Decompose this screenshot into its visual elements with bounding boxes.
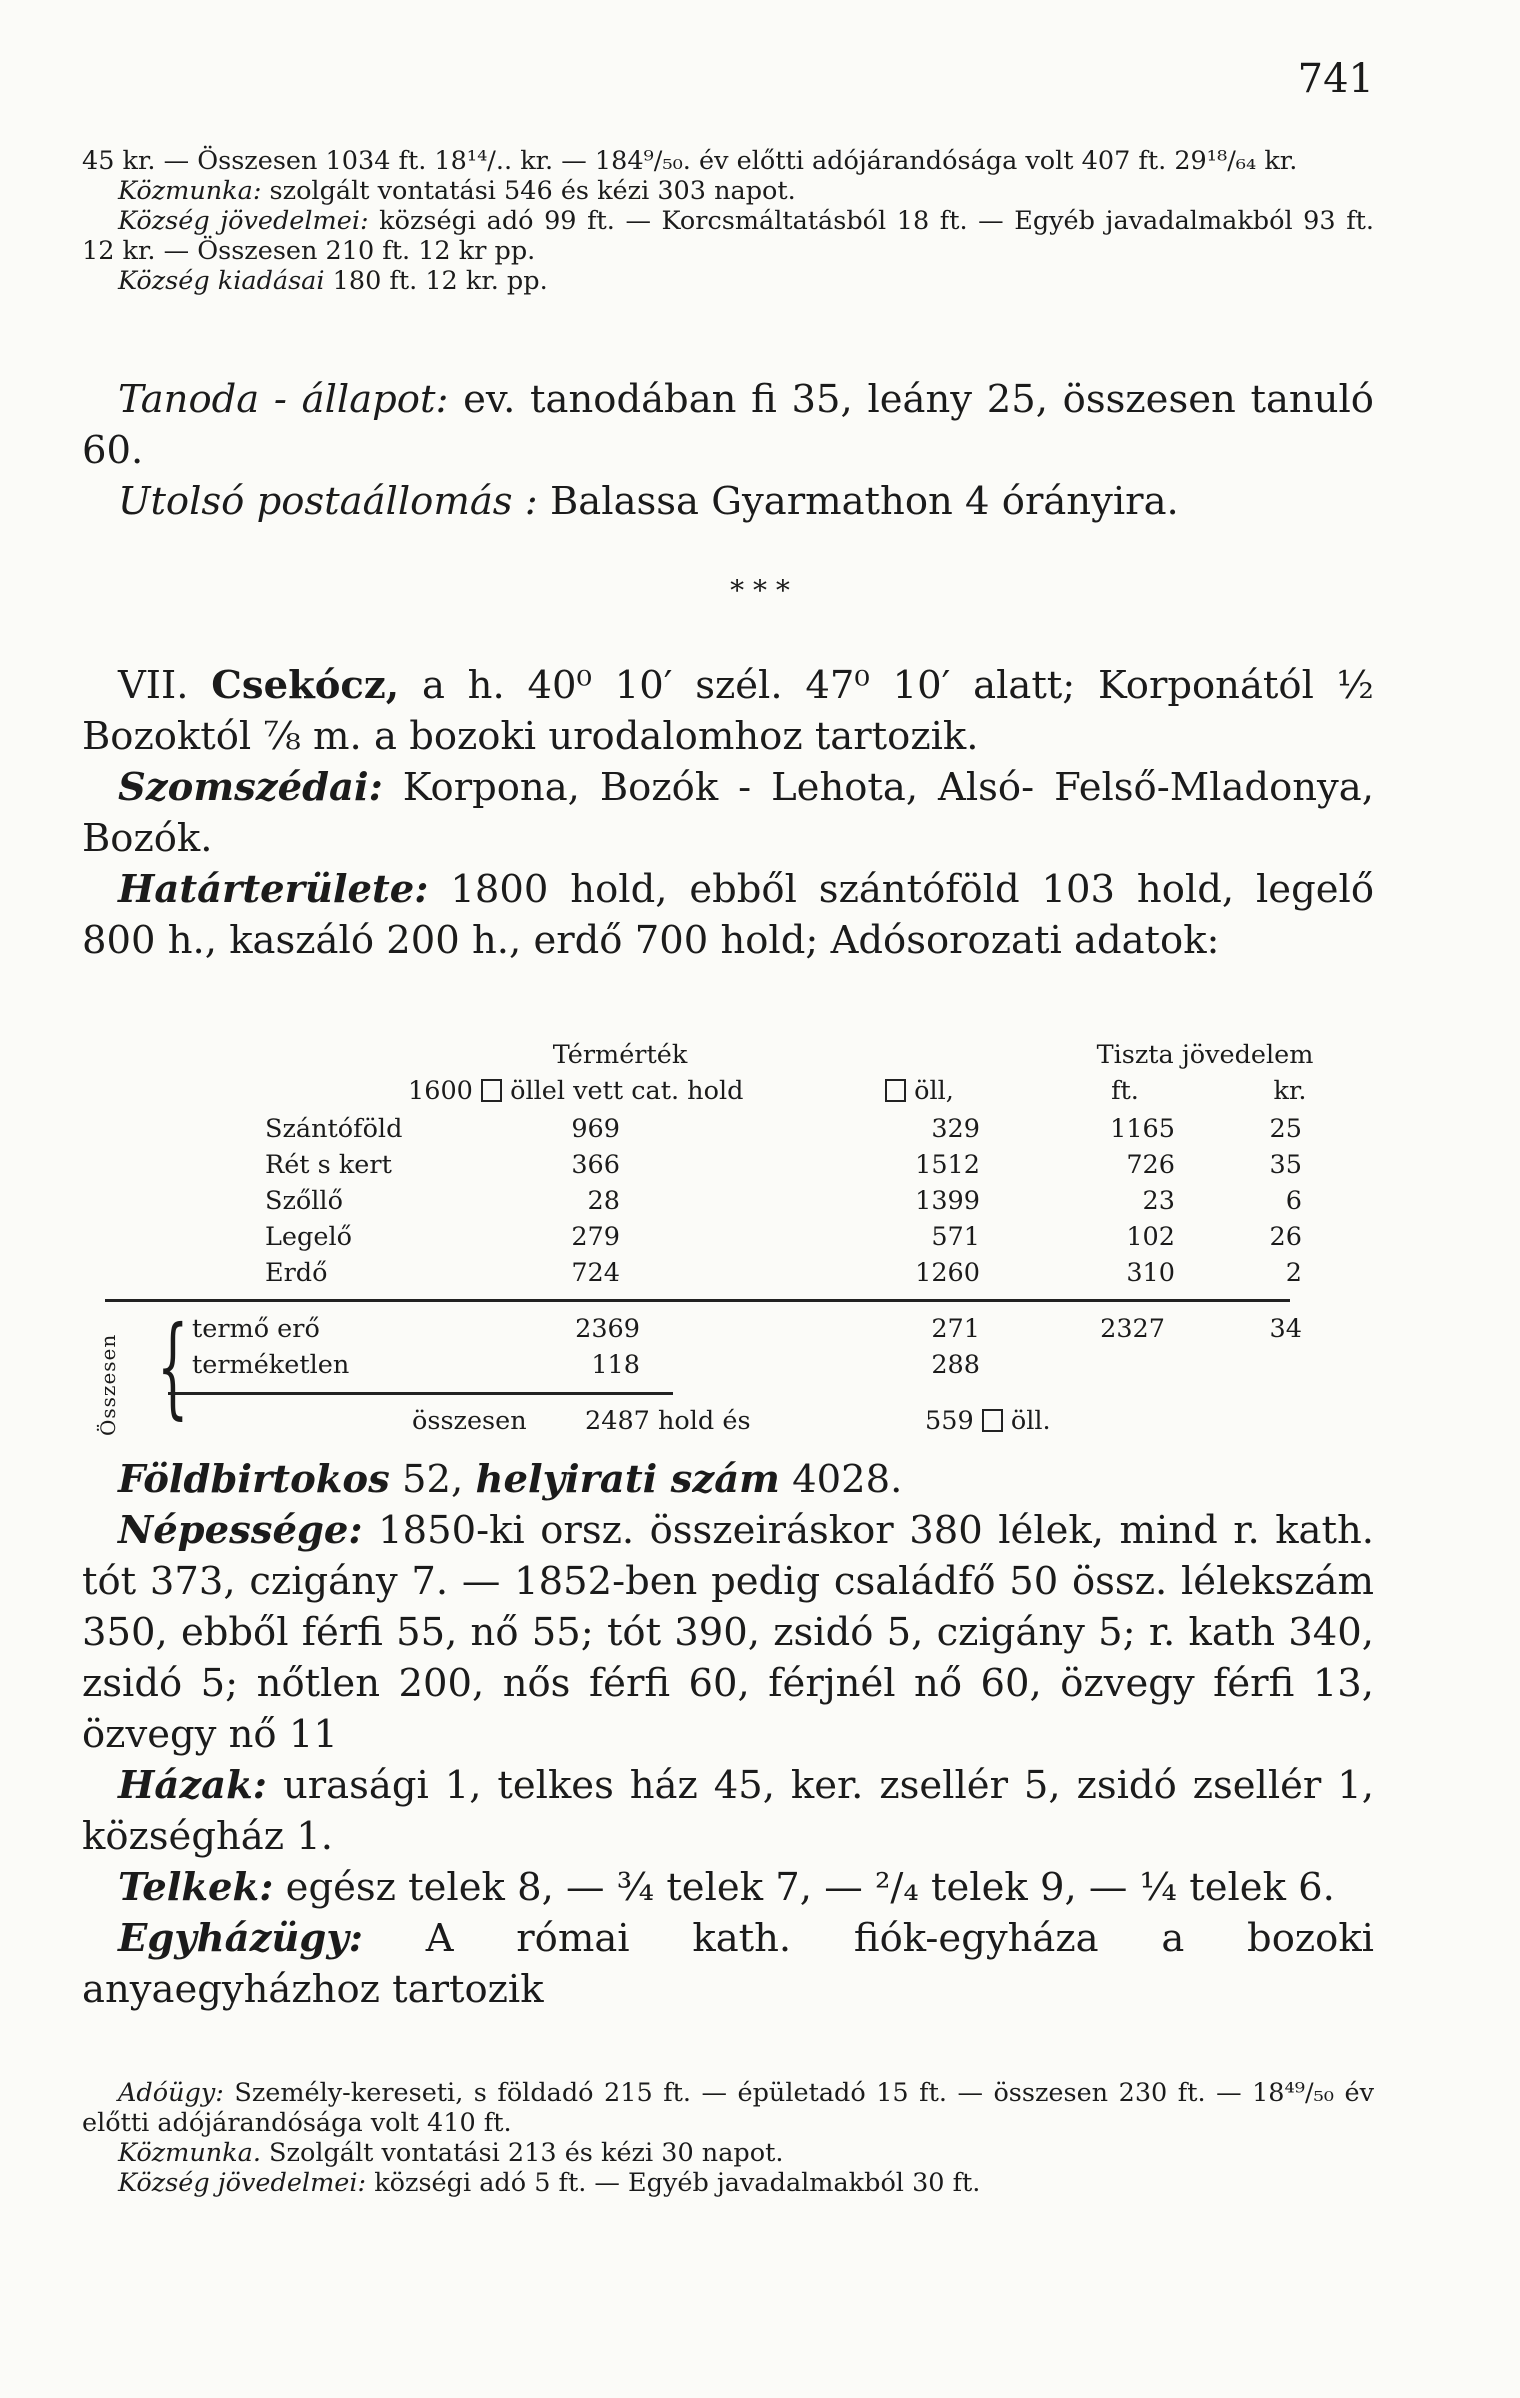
osszesen-label: összesen: [412, 1406, 527, 1436]
page-number: 741: [1297, 56, 1374, 102]
row-name: Szántóföld: [265, 1114, 403, 1144]
jovedelmei-label: Község jövedelmei:: [118, 206, 369, 236]
top-notes: [82, 146, 1374, 296]
osszesen-hold: 2487 hold és: [585, 1406, 751, 1436]
row-kr: 6: [1285, 1186, 1302, 1216]
helyirati-value: 4028.: [779, 1457, 903, 1502]
egyhaz-paragraph: [82, 1913, 1374, 2015]
termeketlen-label: terméketlen: [192, 1350, 350, 1380]
jovedelmei-line: [82, 206, 1374, 266]
termo-hold: 2369: [575, 1314, 640, 1344]
header-tiszta: Tiszta jövedelem: [1096, 1040, 1314, 1070]
row-oll: 329: [931, 1114, 980, 1144]
kozmunka-line: [82, 176, 1374, 206]
termo-ft: 2327: [1100, 1314, 1165, 1344]
table-rule-short: [168, 1392, 673, 1395]
szomszedai-label: Szomszédai:: [118, 765, 383, 810]
nepesseg-paragraph: [82, 1505, 1374, 1760]
row-name: Szőllő: [265, 1186, 343, 1216]
row-ft: 23: [1142, 1186, 1175, 1216]
row-hold: 366: [571, 1150, 620, 1180]
jovedelmei2-label: Község jövedelmei:: [118, 2168, 367, 2198]
bottom-notes: [82, 2078, 1374, 2198]
nepesseg-text: 1850-ki orsz. összeiráskor 380 lélek, mind r. kath. tót 373, czigány 7. — 1852-ben pedig családfő 50 össz. lélekszám 350, ebből férfi 55, nő 55; tót 390, zsidó 5, czigány 5; r. kath 340, zsidó 5; nőtlen 200, nős férfi 60, férjnél nő 60, özvegy férfi 13, özvegy nő 11: [82, 1508, 1374, 1757]
tanoda-paragraph: [82, 374, 1374, 527]
osszesen-unit: öll.: [1010, 1406, 1051, 1436]
osszesen-oll-group: [925, 1406, 1051, 1436]
row-hold: 28: [587, 1186, 620, 1216]
row-oll: 1512: [915, 1150, 980, 1180]
row-kr: 26: [1269, 1222, 1302, 1252]
row-hold: 279: [571, 1222, 620, 1252]
subheader-1600: [408, 1076, 743, 1106]
header-termertek: Térmérték: [552, 1040, 688, 1070]
section-location-text: a h. 40⁰ 10′ szél. 47⁰ 10′ alatt; Korponától ½ Bozoktól ⅞ m. a bozoki urodalomhoz tartozik.: [82, 663, 1374, 759]
subheader-kr: kr.: [1273, 1076, 1307, 1106]
tax-line: 45 kr. — Összesen 1034 ft. 18¹⁴/.. kr. — 184⁹/₅₀. év előtti adójárandósága volt 407 ft. 29¹⁸/₆₄ kr.: [82, 146, 1298, 176]
row-hold: 724: [571, 1258, 620, 1288]
tanoda-text: ev. tanodában fi 35, leány 25, összesen tanuló 60.: [82, 377, 1374, 473]
adougy-line: [82, 2078, 1374, 2138]
tanoda-label: Tanoda - állapot:: [118, 377, 449, 422]
kozmunka-label: Közmunka:: [118, 176, 262, 206]
row-oll: 1399: [915, 1186, 980, 1216]
termo-kr: 34: [1269, 1314, 1302, 1344]
termo-oll: 271: [931, 1314, 980, 1344]
row-name: Rét s kert: [265, 1150, 392, 1180]
row-kr: 25: [1269, 1114, 1302, 1144]
row-name: Legelő: [265, 1222, 352, 1252]
adougy-label: Adóügy:: [118, 2078, 224, 2108]
row-ft: 1165: [1110, 1114, 1175, 1144]
hatar-label: Határterülete:: [118, 867, 429, 912]
row-ft: 102: [1126, 1222, 1175, 1252]
kiadasai-line: [82, 266, 1374, 296]
subheader-oll: [885, 1076, 954, 1106]
termeketlen-hold: 118: [591, 1350, 640, 1380]
jovedelmei2-line: [82, 2168, 1374, 2198]
section-vii: [82, 660, 1374, 966]
hatar-paragraph: [82, 864, 1374, 966]
section-heading-paragraph: [82, 660, 1374, 762]
sub-1600-text: 1600: [408, 1076, 473, 1106]
table-rule: [105, 1299, 1290, 1302]
kozmunka2-text: Szolgált vontatási 213 és kézi 30 napot.: [260, 2138, 784, 2168]
kozmunka2-label: Közmunka.: [118, 2138, 261, 2168]
telkek-text: egész telek 8, — ¾ telek 7, — ²/₄ telek 9, — ¼ telek 6.: [273, 1865, 1335, 1910]
telkek-paragraph: [82, 1862, 1374, 1913]
square-symbol-icon: [885, 1079, 906, 1102]
section-numeral: VII.: [118, 663, 189, 708]
row-kr: 2: [1285, 1258, 1302, 1288]
kozmunka-text: szolgált vontatási 546 és kézi 303 napot.: [261, 176, 796, 206]
row-ft: 726: [1126, 1150, 1175, 1180]
posta-label: Utolsó postaállomás :: [118, 479, 538, 524]
termo-label: termő erő: [192, 1314, 320, 1344]
helyirati-label: helyirati szám: [475, 1457, 780, 1502]
osszesen-oll: 559: [925, 1406, 974, 1436]
posta-text: Balassa Gyarmathon 4 órányira.: [537, 479, 1179, 524]
section-separator: * * *: [730, 574, 790, 607]
szomszedai-text: Korpona, Bozók - Lehota, Alsó- Felső-Mladonya, Bozók.: [82, 765, 1374, 861]
foldbirtokos-label: Földbirtokos: [118, 1457, 390, 1502]
row-name: Erdő: [265, 1258, 328, 1288]
osszesen-side-label: Összesen: [96, 1333, 120, 1436]
jovedelmei-text: községi adó 99 ft. — Korcsmáltatásból 18 ft. — Egyéb javadalmakból 93 ft. 12 kr. — Összesen 210 ft. 12 kr pp.: [82, 206, 1374, 266]
telkek-label: Telkek:: [118, 1865, 274, 1910]
row-ft: 310: [1126, 1258, 1175, 1288]
brace-symbol: {: [157, 1302, 189, 1430]
egyhaz-text: A római kath. fiók-egyháza a bozoki anyaegyházhoz tartozik: [82, 1916, 1374, 2012]
row-oll: 571: [931, 1222, 980, 1252]
row-oll: 1260: [915, 1258, 980, 1288]
hatar-text: 1800 hold, ebből szántóföld 103 hold, legelő 800 h., kaszáló 200 h., erdő 700 hold; Adósorozati adatok:: [82, 867, 1374, 963]
hazak-text: urasági 1, telkes ház 45, ker. zsellér 5, zsidó zsellér 1, községház 1.: [82, 1763, 1374, 1859]
kozmunka2-line: [82, 2138, 1374, 2168]
lower-paragraphs: [82, 1454, 1374, 2015]
kiadasai-label: Község kiadásai: [118, 266, 325, 296]
foldbirtokos-value: 52,: [389, 1457, 476, 1502]
subheader-ft: ft.: [1111, 1076, 1139, 1106]
posta-line: [82, 476, 1374, 527]
nepesseg-label: Népessége:: [118, 1508, 363, 1553]
adougy-text: Személy-kereseti, s földadó 215 ft. — épületadó 15 ft. — összesen 230 ft. — 18⁴⁹/₅₀ év előtti adójárandósága volt 410 ft.: [82, 2078, 1374, 2138]
hazak-label: Házak:: [118, 1763, 268, 1808]
foldbirtokos-line: [82, 1454, 1374, 1505]
termeketlen-oll: 288: [931, 1350, 980, 1380]
jovedelmei2-text: községi adó 5 ft. — Egyéb javadalmakból 30 ft.: [366, 2168, 981, 2198]
row-hold: 969: [571, 1114, 620, 1144]
village-name: Csekócz,: [211, 663, 400, 708]
sub-oll-text: öll,: [914, 1076, 954, 1106]
square-symbol-icon: [481, 1079, 502, 1102]
egyhaz-label: Egyházügy:: [118, 1916, 363, 1961]
row-kr: 35: [1269, 1150, 1302, 1180]
sub-oll-vett-text: öllel vett cat. hold: [510, 1076, 744, 1106]
square-symbol-icon: [982, 1409, 1003, 1432]
kiadasai-text: 180 ft. 12 kr. pp.: [324, 266, 548, 296]
szomszedai-paragraph: [82, 762, 1374, 864]
hazak-paragraph: [82, 1760, 1374, 1862]
